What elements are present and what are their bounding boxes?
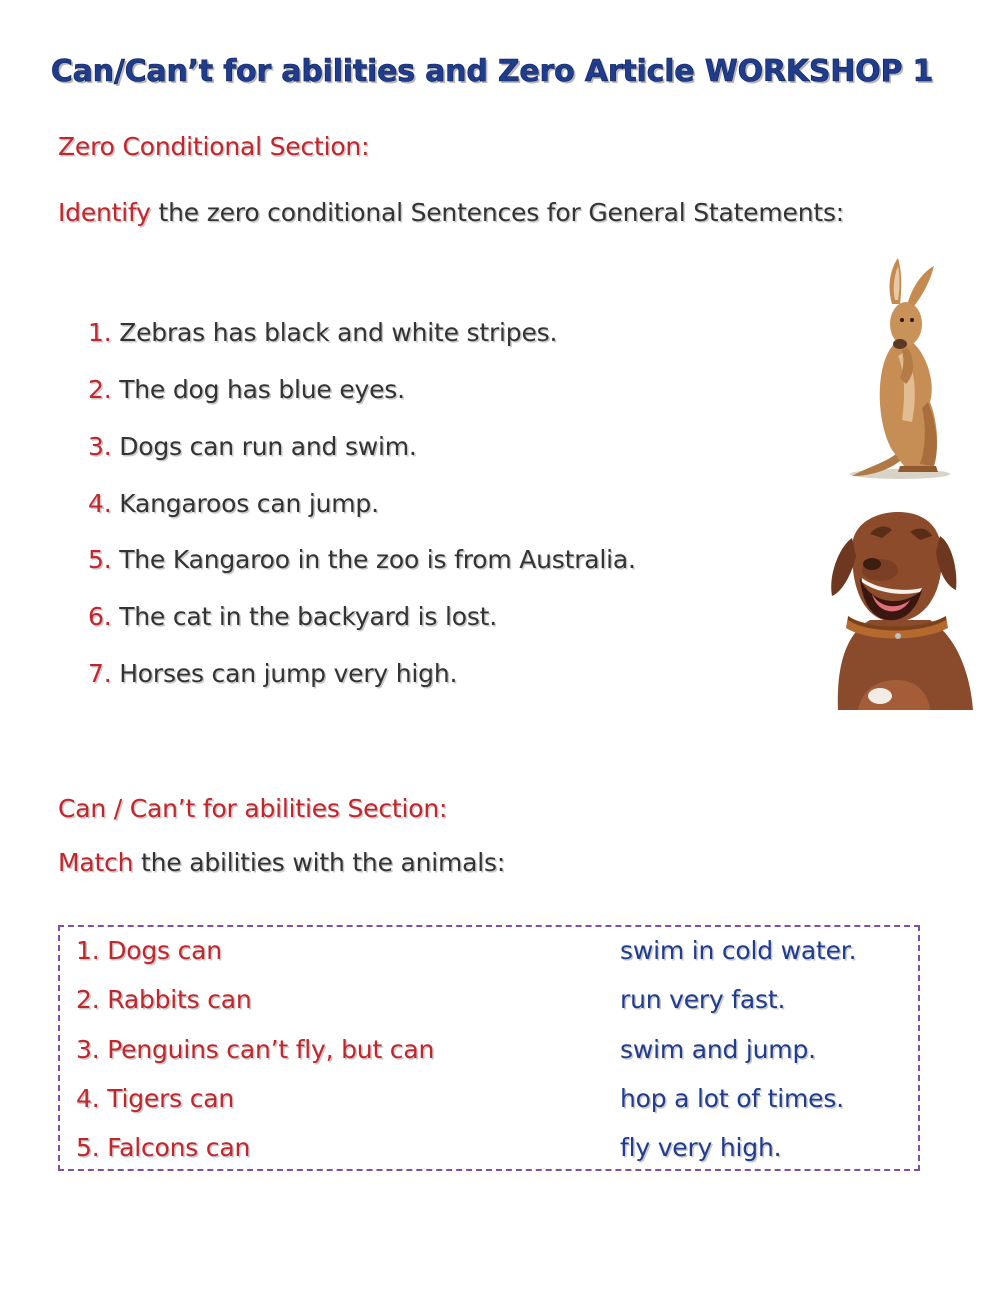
zero-conditional-heading: Zero Conditional Section: <box>58 132 370 161</box>
sentence-item <box>88 659 457 688</box>
sentence-number: 4. <box>88 489 112 518</box>
sentence-text: Zebras has black and white stripes. <box>111 318 558 347</box>
sentence-item <box>88 432 417 461</box>
identify-instruction <box>58 198 844 227</box>
sentence-item <box>88 318 557 347</box>
kangaroo-image <box>840 252 960 482</box>
match-left-item[interactable]: 2. Rabbits can <box>76 985 252 1014</box>
match-left-item[interactable]: 4. Tigers can <box>76 1084 235 1113</box>
match-left-item[interactable]: 1. Dogs can <box>76 936 222 965</box>
sentence-text: The Kangaroo in the zoo is from Australia. <box>111 545 636 574</box>
sentence-number: 1. <box>88 318 112 347</box>
match-verb: Match <box>58 848 134 877</box>
match-right-item[interactable]: fly very high. <box>620 1133 782 1162</box>
sentence-item <box>88 602 497 631</box>
identify-text: the zero conditional Sentences for General Statements: <box>150 198 844 227</box>
sentence-text: The dog has blue eyes. <box>111 375 405 404</box>
sentence-item <box>88 375 405 404</box>
match-right-item[interactable]: swim and jump. <box>620 1035 816 1064</box>
match-right-item[interactable]: hop a lot of times. <box>620 1084 844 1113</box>
match-right-item[interactable]: swim in cold water. <box>620 936 857 965</box>
sentence-text: Horses can jump very high. <box>111 659 458 688</box>
match-instruction <box>58 848 505 877</box>
sentence-text: The cat in the backyard is lost. <box>111 602 497 631</box>
dog-image <box>818 512 973 710</box>
match-text: the abilities with the animals: <box>133 848 506 877</box>
sentence-text: Dogs can run and swim. <box>111 432 417 461</box>
can-cant-heading: Can / Can’t for abilities Section: <box>58 794 448 823</box>
match-left-item[interactable]: 3. Penguins can’t fly, but can <box>76 1035 435 1064</box>
page-title: Can/Can’t for abilities and Zero Article WORKSHOP 1 <box>50 54 934 89</box>
sentence-number: 3. <box>88 432 112 461</box>
sentence-number: 6. <box>88 602 112 631</box>
identify-verb: Identify <box>58 198 151 227</box>
sentence-item <box>88 545 636 574</box>
sentence-number: 7. <box>88 659 112 688</box>
match-left-item[interactable]: 5. Falcons can <box>76 1133 251 1162</box>
sentence-text: Kangaroos can jump. <box>111 489 379 518</box>
sentence-number: 5. <box>88 545 112 574</box>
sentence-item <box>88 489 379 518</box>
match-right-item[interactable]: run very fast. <box>620 985 786 1014</box>
sentence-number: 2. <box>88 375 112 404</box>
